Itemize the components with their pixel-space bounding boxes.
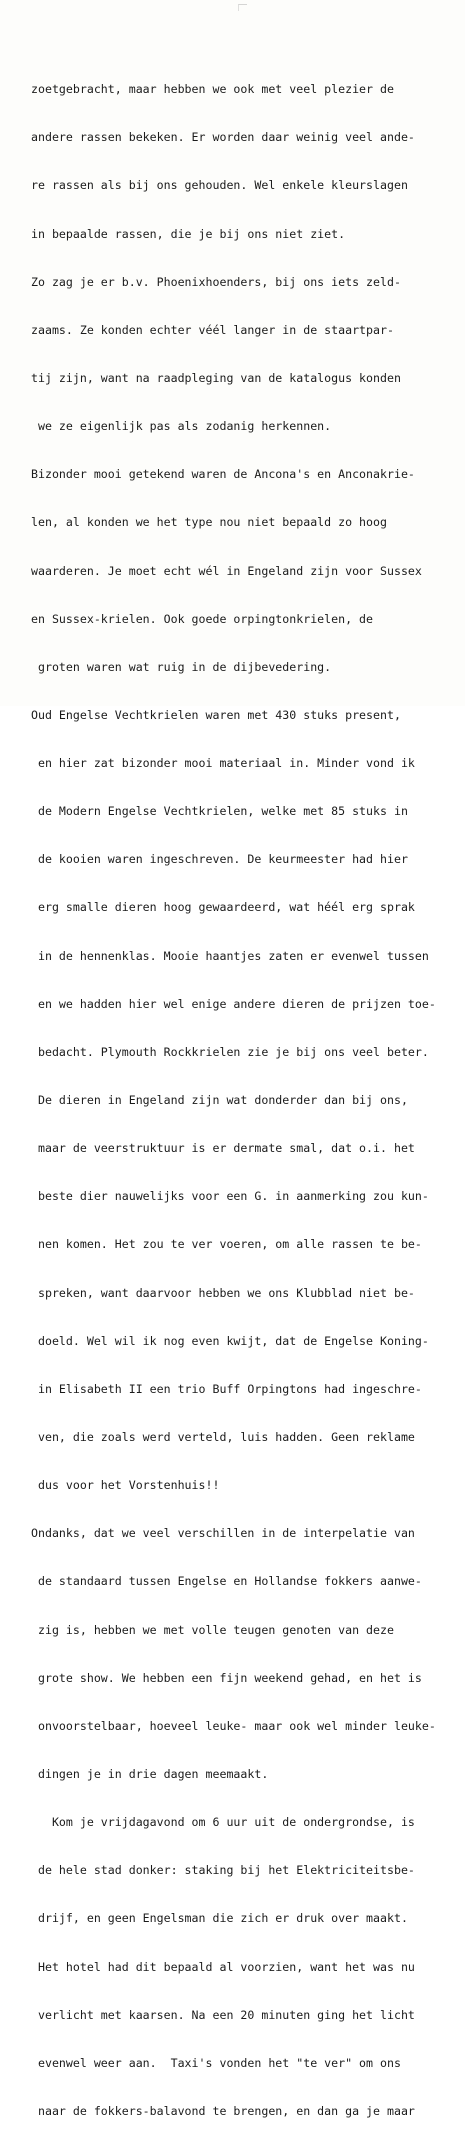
text-line: tij zijn, want na raadpleging van de katalogus konden [31,370,401,385]
text-line: evenwel weer aan. Taxi's vonden het "te ver" om ons [31,2055,401,2070]
text-line: Zo zag je er b.v. Phoenixhoenders, bij ons iets zeld- [31,274,401,289]
page-body-text [31,49,461,2151]
text-line: len, al konden we het type nou niet bepaald zo hoog [31,515,387,530]
text-line: bedacht. Plymouth Rockkrielen zie je bij ons veel beter. [31,1044,429,1059]
text-line: Het hotel had dit bepaald al voorzien, want het was nu [31,1959,415,1974]
text-line: maar de veerstruktuur is er dermate smal, dat o.i. het [31,1141,415,1156]
text-line: Kom je vrijdagavond om 6 uur uit de ondergrondse, is [31,1815,415,1830]
text-line: de Modern Engelse Vechtkrielen, welke met 85 stuks in [31,804,408,819]
text-line: de kooien waren ingeschreven. De keurmeester had hier [31,852,408,867]
text-line: grote show. We hebben een fijn weekend gehad, en het is [31,1670,422,1685]
text-line: drijf, en geen Engelsman die zich er druk over maakt. [31,1911,408,1926]
text-line: verlicht met kaarsen. Na een 20 minuten ging het licht [31,2007,415,2022]
text-line: waarderen. Je moet echt wél in Engeland zijn voor Sussex [31,563,422,578]
text-line: we ze eigenlijk pas als zodanig herkennen. [31,419,332,434]
text-line: zig is, hebben we met volle teugen genoten van deze [31,1622,394,1637]
text-line: Ondanks, dat we veel verschillen in de interpelatie van [31,1526,415,1541]
text-line: in de hennenklas. Mooie haantjes zaten er evenwel tussen [31,948,429,963]
text-line: zoetgebracht, maar hebben we ook met veel plezier de [31,82,394,97]
text-line: zaams. Ze konden echter véél langer in de staartpar- [31,322,394,337]
text-line: naar de fokkers-balavond te brengen, en dan ga je maar [31,2104,415,2118]
text-line: doeld. Wel wil ik nog even kwijt, dat de Engelse Koning- [31,1333,429,1348]
text-line: onvoorstelbaar, hoeveel leuke- maar ook wel minder leuke- [31,1718,436,1733]
text-line: Bizonder mooi getekend waren de Ancona's en Anconakrie- [31,467,415,482]
text-line: dus voor het Vorstenhuis!! [31,1478,220,1493]
text-line: in Elisabeth II een trio Buff Orpingtons had ingeschre- [31,1381,422,1396]
scan-mark [238,4,247,11]
text-line: groten waren wat ruig in de dijbevedering. [31,659,332,674]
text-line: nen komen. Het zou te ver voeren, om alle rassen te be- [31,1237,422,1252]
text-line: en we hadden hier wel enige andere dieren de prijzen toe- [31,996,436,1011]
text-line: re rassen als bij ons gehouden. Wel enkele kleurslagen [31,178,408,193]
text-line: beste dier nauwelijks voor een G. in aanmerking zou kun- [31,1189,429,1204]
text-line: de hele stad donker: staking bij het Elektriciteitsbe- [31,1863,415,1878]
text-line: De dieren in Engeland zijn wat donderder dan bij ons, [31,1093,408,1108]
text-line: en Sussex-krielen. Ook goede orpingtonkrielen, de [31,611,374,626]
text-line: de standaard tussen Engelse en Hollandse fokkers aanwe- [31,1574,422,1589]
text-line: erg smalle dieren hoog gewaardeerd, wat héél erg sprak [31,900,415,915]
text-line: in bepaalde rassen, die je bij ons niet ziet. [31,226,346,241]
text-line: andere rassen bekeken. Er worden daar weinig veel ande- [31,130,415,145]
text-line: spreken, want daarvoor hebben we ons Klubblad niet be- [31,1285,415,1300]
text-line: ven, die zoals werd verteld, luis hadden. Geen reklame [31,1430,415,1445]
text-line: dingen je in drie dagen meemaakt. [31,1767,269,1782]
text-line: en hier zat bizonder mooi materiaal in. Minder vond ik [31,756,415,771]
text-line: Oud Engelse Vechtkrielen waren met 430 stuks present, [31,707,401,722]
